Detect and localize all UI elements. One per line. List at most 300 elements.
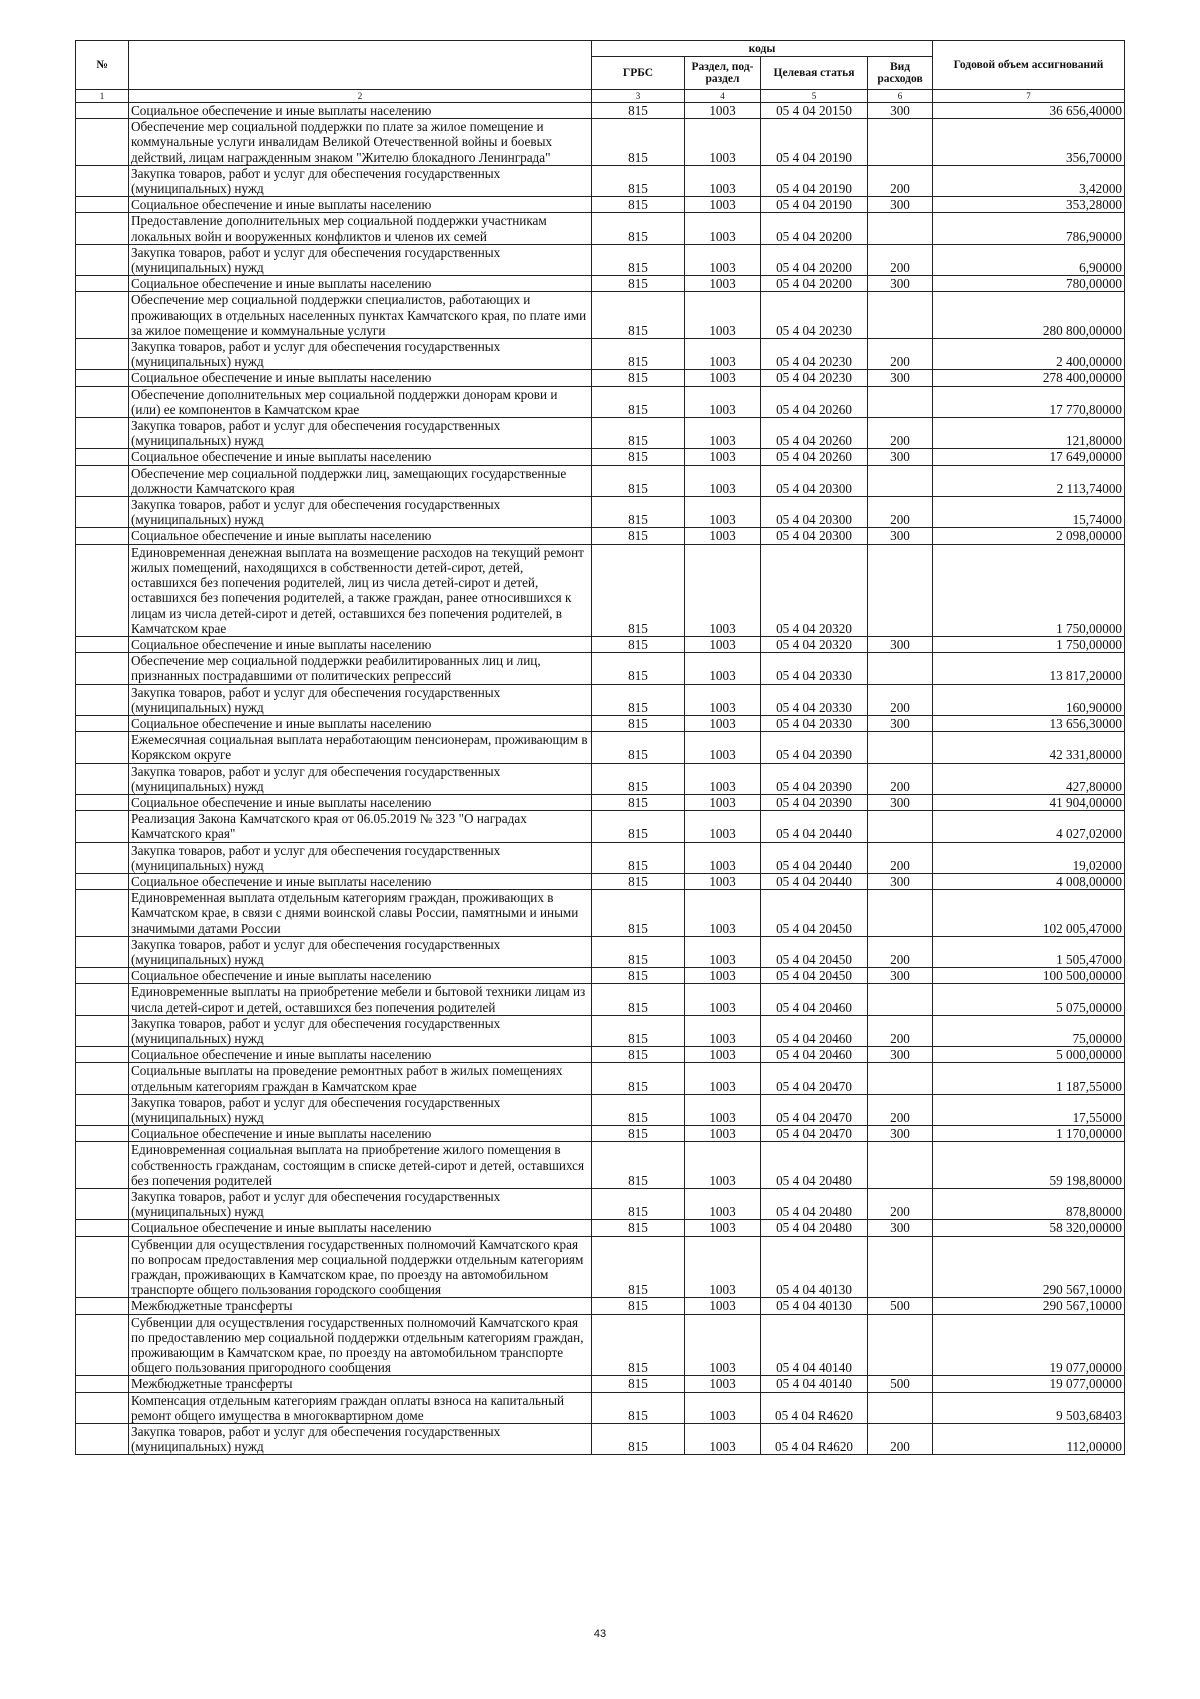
target-cell: 05 4 04 20300 <box>761 528 868 544</box>
amount-cell: 290 567,10000 <box>933 1298 1125 1314</box>
expense-type-cell <box>868 213 933 244</box>
table-row <box>76 418 1125 449</box>
target-cell: 05 4 04 20440 <box>761 873 868 889</box>
grbs-cell: 815 <box>592 1392 685 1423</box>
section-cell: 1003 <box>685 763 761 794</box>
amount-cell: 13 656,30000 <box>933 715 1125 731</box>
grbs-cell: 815 <box>592 936 685 967</box>
target-cell: 05 4 04 20330 <box>761 684 868 715</box>
table-row <box>76 715 1125 731</box>
table-row <box>76 890 1125 937</box>
amount-cell: 17,55000 <box>933 1094 1125 1125</box>
expense-type-cell <box>868 732 933 763</box>
row-number-cell <box>76 1236 129 1298</box>
amount-cell: 9 503,68403 <box>933 1392 1125 1423</box>
amount-cell: 15,74000 <box>933 497 1125 528</box>
table-row <box>76 497 1125 528</box>
header-expense-type: Вид расходов <box>868 57 933 90</box>
section-cell: 1003 <box>685 213 761 244</box>
section-cell: 1003 <box>685 1376 761 1392</box>
target-cell: 05 4 04 20230 <box>761 339 868 370</box>
row-number-cell <box>76 292 129 339</box>
expense-type-cell <box>868 1314 933 1376</box>
expense-type-cell: 300 <box>868 794 933 810</box>
table-row <box>76 873 1125 889</box>
section-cell: 1003 <box>685 984 761 1015</box>
row-number-cell <box>76 1094 129 1125</box>
section-cell: 1003 <box>685 1236 761 1298</box>
expense-type-cell: 300 <box>868 1126 933 1142</box>
section-cell: 1003 <box>685 1189 761 1220</box>
section-cell: 1003 <box>685 968 761 984</box>
row-name-cell: Социальное обеспечение и иные выплаты населению <box>129 1126 592 1142</box>
table-row <box>76 1392 1125 1423</box>
row-number-cell <box>76 244 129 275</box>
grbs-cell: 815 <box>592 732 685 763</box>
row-number-cell <box>76 370 129 386</box>
amount-cell: 280 800,00000 <box>933 292 1125 339</box>
row-number-cell <box>76 1220 129 1236</box>
table-row <box>76 339 1125 370</box>
column-number: 3 <box>592 90 685 103</box>
amount-cell: 2 113,74000 <box>933 465 1125 496</box>
amount-cell: 42 331,80000 <box>933 732 1125 763</box>
target-cell: 05 4 04 20320 <box>761 636 868 652</box>
expense-type-cell: 200 <box>868 842 933 873</box>
amount-cell: 1 170,00000 <box>933 1126 1125 1142</box>
row-number-cell <box>76 1126 129 1142</box>
section-cell: 1003 <box>685 636 761 652</box>
expense-type-cell: 200 <box>868 1424 933 1455</box>
amount-cell: 102 005,47000 <box>933 890 1125 937</box>
target-cell: 05 4 04 20190 <box>761 165 868 196</box>
grbs-cell: 815 <box>592 339 685 370</box>
amount-cell: 4 008,00000 <box>933 873 1125 889</box>
row-number-cell <box>76 339 129 370</box>
row-number-cell <box>76 1189 129 1220</box>
row-name-cell: Ежемесячная социальная выплата неработающим пенсионерам, проживающим в Корякском округе <box>129 732 592 763</box>
section-cell: 1003 <box>685 165 761 196</box>
section-cell: 1003 <box>685 1220 761 1236</box>
grbs-cell: 815 <box>592 1298 685 1314</box>
amount-cell: 19 077,00000 <box>933 1376 1125 1392</box>
section-cell: 1003 <box>685 653 761 684</box>
amount-cell: 19 077,00000 <box>933 1314 1125 1376</box>
grbs-cell: 815 <box>592 244 685 275</box>
target-cell: 05 4 04 20450 <box>761 968 868 984</box>
row-name-cell: Закупка товаров, работ и услуг для обеспечения государственных (муниципальных) нужд <box>129 1094 592 1125</box>
row-name-cell: Обеспечение мер социальной поддержки лиц, замещающих государственные должности Камчатского края <box>129 465 592 496</box>
expense-type-cell <box>868 1236 933 1298</box>
section-cell: 1003 <box>685 732 761 763</box>
expense-type-cell: 300 <box>868 1047 933 1063</box>
section-cell: 1003 <box>685 276 761 292</box>
row-name-cell: Предоставление дополнительных мер социальной поддержки участникам локальных войн и вооруженных конфликтов и членов их семей <box>129 213 592 244</box>
row-name-cell: Закупка товаров, работ и услуг для обеспечения государственных (муниципальных) нужд <box>129 1424 592 1455</box>
amount-cell: 121,80000 <box>933 418 1125 449</box>
row-name-cell: Закупка товаров, работ и услуг для обеспечения государственных (муниципальных) нужд <box>129 936 592 967</box>
target-cell: 05 4 04 20450 <box>761 890 868 937</box>
section-cell: 1003 <box>685 1094 761 1125</box>
target-cell: 05 4 04 20300 <box>761 497 868 528</box>
expense-type-cell: 300 <box>868 873 933 889</box>
expense-type-cell <box>868 653 933 684</box>
expense-type-cell: 300 <box>868 1220 933 1236</box>
expense-type-cell: 300 <box>868 370 933 386</box>
row-name-cell: Единовременная денежная выплата на возмещение расходов на текущий ремонт жилых помещений, находящихся в собственности детей-сирот, детей, оставшихся без попечения родителей, лиц из числа детей-сирот и детей, оставшихся без попечения родителей, а также граждан, ранее относившихся к лицам из числа детей-сирот и детей, оставшихся без попечения родителей, в Камчатском крае <box>129 544 592 636</box>
section-cell: 1003 <box>685 715 761 731</box>
row-number-cell <box>76 890 129 937</box>
row-name-cell: Социальное обеспечение и иные выплаты населению <box>129 528 592 544</box>
target-cell: 05 4 04 20150 <box>761 103 868 119</box>
amount-cell: 36 656,40000 <box>933 103 1125 119</box>
section-cell: 1003 <box>685 528 761 544</box>
table-row <box>76 1015 1125 1046</box>
target-cell: 05 4 04 20320 <box>761 544 868 636</box>
section-cell: 1003 <box>685 1126 761 1142</box>
row-name-cell: Социальное обеспечение и иные выплаты населению <box>129 794 592 810</box>
section-cell: 1003 <box>685 794 761 810</box>
row-name-cell: Закупка товаров, работ и услуг для обеспечения государственных (муниципальных) нужд <box>129 339 592 370</box>
amount-cell: 290 567,10000 <box>933 1236 1125 1298</box>
row-number-cell <box>76 936 129 967</box>
expense-type-cell: 300 <box>868 715 933 731</box>
table-row <box>76 103 1125 119</box>
expense-type-cell <box>868 1142 933 1189</box>
table-row <box>76 684 1125 715</box>
target-cell: 05 4 04 20450 <box>761 936 868 967</box>
section-cell: 1003 <box>685 936 761 967</box>
section-cell: 1003 <box>685 873 761 889</box>
amount-cell: 1 505,47000 <box>933 936 1125 967</box>
column-number: 7 <box>933 90 1125 103</box>
column-number: 2 <box>129 90 592 103</box>
section-cell: 1003 <box>685 497 761 528</box>
section-cell: 1003 <box>685 1015 761 1046</box>
row-name-cell: Социальные выплаты на проведение ремонтных работ в жилых помещениях отдельным категориям граждан в Камчатском крае <box>129 1063 592 1094</box>
amount-cell: 5 075,00000 <box>933 984 1125 1015</box>
expense-type-cell: 300 <box>868 197 933 213</box>
amount-cell: 112,00000 <box>933 1424 1125 1455</box>
grbs-cell: 815 <box>592 1236 685 1298</box>
expense-type-cell <box>868 292 933 339</box>
target-cell: 05 4 04 20200 <box>761 276 868 292</box>
row-number-cell <box>76 1063 129 1094</box>
grbs-cell: 815 <box>592 528 685 544</box>
row-number-cell <box>76 465 129 496</box>
row-name-cell: Компенсация отдельным категориям граждан оплаты взноса на капитальный ремонт общего имущества в многоквартирном доме <box>129 1392 592 1423</box>
row-number-cell <box>76 684 129 715</box>
row-number-cell <box>76 165 129 196</box>
table-row <box>76 842 1125 873</box>
expense-type-cell <box>868 1392 933 1423</box>
grbs-cell: 815 <box>592 653 685 684</box>
grbs-cell: 815 <box>592 1314 685 1376</box>
row-number-cell <box>76 497 129 528</box>
table-row <box>76 1314 1125 1376</box>
row-number-cell <box>76 386 129 417</box>
grbs-cell: 815 <box>592 497 685 528</box>
header-target: Целевая статья <box>761 57 868 90</box>
expense-type-cell: 500 <box>868 1298 933 1314</box>
amount-cell: 1 750,00000 <box>933 544 1125 636</box>
grbs-cell: 815 <box>592 1126 685 1142</box>
table-row <box>76 1126 1125 1142</box>
row-name-cell: Субвенции для осуществления государственных полномочий Камчатского края по вопросам предоставления мер социальной поддержки отдельным категориям граждан, проживающих в Камчатском крае, по проезду на автомобильном транспорте общего пользования городского сообщения <box>129 1236 592 1298</box>
amount-cell: 41 904,00000 <box>933 794 1125 810</box>
column-number: 5 <box>761 90 868 103</box>
row-name-cell: Обеспечение мер социальной поддержки специалистов, работающих и проживающих в отдельных населенных пунктах Камчатского края, по плате ими за жилое помещение и коммунальные услуги <box>129 292 592 339</box>
table-row <box>76 763 1125 794</box>
header-section: Раздел, под-раздел <box>685 57 761 90</box>
column-number: 1 <box>76 90 129 103</box>
section-cell: 1003 <box>685 339 761 370</box>
section-cell: 1003 <box>685 449 761 465</box>
table-row <box>76 1424 1125 1455</box>
grbs-cell: 815 <box>592 119 685 166</box>
target-cell: 05 4 04 20440 <box>761 842 868 873</box>
section-cell: 1003 <box>685 1314 761 1376</box>
row-name-cell: Социальное обеспечение и иные выплаты населению <box>129 873 592 889</box>
amount-cell: 2 098,00000 <box>933 528 1125 544</box>
section-cell: 1003 <box>685 292 761 339</box>
row-number-cell <box>76 794 129 810</box>
amount-cell: 13 817,20000 <box>933 653 1125 684</box>
expense-type-cell: 200 <box>868 1015 933 1046</box>
expense-type-cell: 300 <box>868 968 933 984</box>
grbs-cell: 815 <box>592 197 685 213</box>
row-number-cell <box>76 1424 129 1455</box>
section-cell: 1003 <box>685 1298 761 1314</box>
expense-type-cell: 200 <box>868 763 933 794</box>
table-row <box>76 165 1125 196</box>
row-number-cell <box>76 842 129 873</box>
section-cell: 1003 <box>685 370 761 386</box>
amount-cell: 1 750,00000 <box>933 636 1125 652</box>
expense-type-cell: 500 <box>868 1376 933 1392</box>
row-number-cell <box>76 715 129 731</box>
row-number-cell <box>76 763 129 794</box>
grbs-cell: 815 <box>592 1142 685 1189</box>
table-row <box>76 1298 1125 1314</box>
table-row <box>76 119 1125 166</box>
expense-type-cell: 300 <box>868 528 933 544</box>
section-cell: 1003 <box>685 842 761 873</box>
amount-cell: 3,42000 <box>933 165 1125 196</box>
row-name-cell: Социальное обеспечение и иные выплаты населению <box>129 1220 592 1236</box>
section-cell: 1003 <box>685 890 761 937</box>
grbs-cell: 815 <box>592 213 685 244</box>
grbs-cell: 815 <box>592 968 685 984</box>
table-row <box>76 370 1125 386</box>
expense-type-cell: 200 <box>868 684 933 715</box>
expense-type-cell: 200 <box>868 936 933 967</box>
amount-cell: 17 649,00000 <box>933 449 1125 465</box>
grbs-cell: 815 <box>592 449 685 465</box>
table-row <box>76 465 1125 496</box>
table-row <box>76 1063 1125 1094</box>
grbs-cell: 815 <box>592 1094 685 1125</box>
column-number: 4 <box>685 90 761 103</box>
row-name-cell: Социальное обеспечение и иные выплаты населению <box>129 636 592 652</box>
grbs-cell: 815 <box>592 1376 685 1392</box>
section-cell: 1003 <box>685 684 761 715</box>
table-row <box>76 984 1125 1015</box>
row-name-cell: Закупка товаров, работ и услуг для обеспечения государственных (муниципальных) нужд <box>129 497 592 528</box>
row-name-cell: Закупка товаров, работ и услуг для обеспечения государственных (муниципальных) нужд <box>129 1189 592 1220</box>
amount-cell: 58 320,00000 <box>933 1220 1125 1236</box>
row-name-cell: Обеспечение мер социальной поддержки по плате за жилое помещение и коммунальные услуги инвалидам Великой Отечественной войны и боевых действий, лицам награжденным знаком "Жителю блокадного Ленинграда" <box>129 119 592 166</box>
expense-type-cell: 300 <box>868 103 933 119</box>
expense-type-cell <box>868 544 933 636</box>
amount-cell: 160,90000 <box>933 684 1125 715</box>
row-name-cell: Обеспечение дополнительных мер социальной поддержки донорам крови и (или) ее компонентов в Камчатском крае <box>129 386 592 417</box>
row-number-cell <box>76 732 129 763</box>
row-number-cell <box>76 119 129 166</box>
target-cell: 05 4 04 20470 <box>761 1063 868 1094</box>
expense-type-cell: 200 <box>868 1094 933 1125</box>
expense-type-cell: 200 <box>868 418 933 449</box>
grbs-cell: 815 <box>592 684 685 715</box>
grbs-cell: 815 <box>592 465 685 496</box>
target-cell: 05 4 04 40130 <box>761 1298 868 1314</box>
grbs-cell: 815 <box>592 1063 685 1094</box>
target-cell: 05 4 04 20460 <box>761 1047 868 1063</box>
grbs-cell: 815 <box>592 418 685 449</box>
amount-cell: 1 187,55000 <box>933 1063 1125 1094</box>
target-cell: 05 4 04 20200 <box>761 213 868 244</box>
target-cell: 05 4 04 20260 <box>761 449 868 465</box>
target-cell: 05 4 04 20260 <box>761 418 868 449</box>
table-row <box>76 449 1125 465</box>
amount-cell: 19,02000 <box>933 842 1125 873</box>
grbs-cell: 815 <box>592 873 685 889</box>
grbs-cell: 815 <box>592 1189 685 1220</box>
target-cell: 05 4 04 20480 <box>761 1142 868 1189</box>
expense-type-cell: 200 <box>868 244 933 275</box>
target-cell: 05 4 04 40140 <box>761 1376 868 1392</box>
row-name-cell: Социальное обеспечение и иные выплаты населению <box>129 449 592 465</box>
row-number-cell <box>76 276 129 292</box>
target-cell: 05 4 04 20230 <box>761 370 868 386</box>
grbs-cell: 815 <box>592 763 685 794</box>
target-cell: 05 4 04 20200 <box>761 244 868 275</box>
header-name <box>129 41 592 90</box>
row-name-cell: Закупка товаров, работ и услуг для обеспечения государственных (муниципальных) нужд <box>129 1015 592 1046</box>
row-number-cell <box>76 197 129 213</box>
table-row <box>76 636 1125 652</box>
target-cell: 05 4 04 40130 <box>761 1236 868 1298</box>
table-body <box>76 103 1125 1455</box>
row-name-cell: Социальное обеспечение и иные выплаты населению <box>129 276 592 292</box>
target-cell: 05 4 04 20470 <box>761 1094 868 1125</box>
table-row <box>76 1047 1125 1063</box>
grbs-cell: 815 <box>592 811 685 842</box>
expense-type-cell: 200 <box>868 497 933 528</box>
amount-cell: 59 198,80000 <box>933 1142 1125 1189</box>
section-cell: 1003 <box>685 811 761 842</box>
row-number-cell <box>76 968 129 984</box>
row-name-cell: Социальное обеспечение и иные выплаты населению <box>129 968 592 984</box>
amount-cell: 878,80000 <box>933 1189 1125 1220</box>
row-name-cell: Закупка товаров, работ и услуг для обеспечения государственных (муниципальных) нужд <box>129 763 592 794</box>
table-row <box>76 1376 1125 1392</box>
row-name-cell: Социальное обеспечение и иные выплаты населению <box>129 715 592 731</box>
section-cell: 1003 <box>685 1047 761 1063</box>
table-row <box>76 1094 1125 1125</box>
row-name-cell: Реализация Закона Камчатского края от 06.05.2019 № 323 "О наградах Камчатского края" <box>129 811 592 842</box>
target-cell: 05 4 04 20390 <box>761 763 868 794</box>
page-number: 43 <box>593 1628 607 1640</box>
expense-type-cell <box>868 811 933 842</box>
target-cell: 05 4 04 20260 <box>761 386 868 417</box>
amount-cell: 4 027,02000 <box>933 811 1125 842</box>
target-cell: 05 4 04 20190 <box>761 197 868 213</box>
row-number-cell <box>76 528 129 544</box>
amount-cell: 278 400,00000 <box>933 370 1125 386</box>
grbs-cell: 815 <box>592 794 685 810</box>
target-cell: 05 4 04 40140 <box>761 1314 868 1376</box>
table-row <box>76 386 1125 417</box>
row-name-cell: Единовременная социальная выплата на приобретение жилого помещения в собственность гражданам, состоящим в списке детей-сирот и детей, оставшихся без попечения родителей <box>129 1142 592 1189</box>
target-cell: 05 4 04 20330 <box>761 653 868 684</box>
header-no: № <box>76 41 129 90</box>
row-number-cell <box>76 213 129 244</box>
target-cell: 05 4 04 20390 <box>761 732 868 763</box>
header-annual: Годовой объем ассигнований <box>933 41 1125 90</box>
row-name-cell: Социальное обеспечение и иные выплаты населению <box>129 103 592 119</box>
section-cell: 1003 <box>685 1142 761 1189</box>
table-row <box>76 276 1125 292</box>
target-cell: 05 4 04 20480 <box>761 1189 868 1220</box>
expense-type-cell: 200 <box>868 1189 933 1220</box>
table-row <box>76 811 1125 842</box>
row-number-cell <box>76 1392 129 1423</box>
amount-cell: 353,28000 <box>933 197 1125 213</box>
row-name-cell: Межбюджетные трансферты <box>129 1298 592 1314</box>
expense-type-cell: 200 <box>868 339 933 370</box>
amount-cell: 2 400,00000 <box>933 339 1125 370</box>
target-cell: 05 4 04 20230 <box>761 292 868 339</box>
row-number-cell <box>76 103 129 119</box>
section-cell: 1003 <box>685 119 761 166</box>
expense-type-cell <box>868 1063 933 1094</box>
table-header <box>76 41 1125 103</box>
section-cell: 1003 <box>685 197 761 213</box>
amount-cell: 5 000,00000 <box>933 1047 1125 1063</box>
table-row <box>76 1220 1125 1236</box>
target-cell: 05 4 04 20330 <box>761 715 868 731</box>
expense-type-cell <box>868 984 933 1015</box>
table-row <box>76 244 1125 275</box>
target-cell: 05 4 04 R4620 <box>761 1392 868 1423</box>
grbs-cell: 815 <box>592 103 685 119</box>
row-number-cell <box>76 1142 129 1189</box>
row-name-cell: Закупка товаров, работ и услуг для обеспечения государственных (муниципальных) нужд <box>129 842 592 873</box>
row-number-cell <box>76 1015 129 1046</box>
section-cell: 1003 <box>685 1424 761 1455</box>
target-cell: 05 4 04 20440 <box>761 811 868 842</box>
row-name-cell: Социальное обеспечение и иные выплаты населению <box>129 370 592 386</box>
grbs-cell: 815 <box>592 842 685 873</box>
expense-type-cell <box>868 119 933 166</box>
row-number-cell <box>76 1298 129 1314</box>
grbs-cell: 815 <box>592 292 685 339</box>
row-name-cell: Единовременная выплата отдельным категориям граждан, проживающих в Камчатском крае, в связи с днями воинской славы России, памятными и иными значимыми датами России <box>129 890 592 937</box>
target-cell: 05 4 04 20460 <box>761 1015 868 1046</box>
expense-type-cell: 300 <box>868 636 933 652</box>
table-row <box>76 197 1125 213</box>
